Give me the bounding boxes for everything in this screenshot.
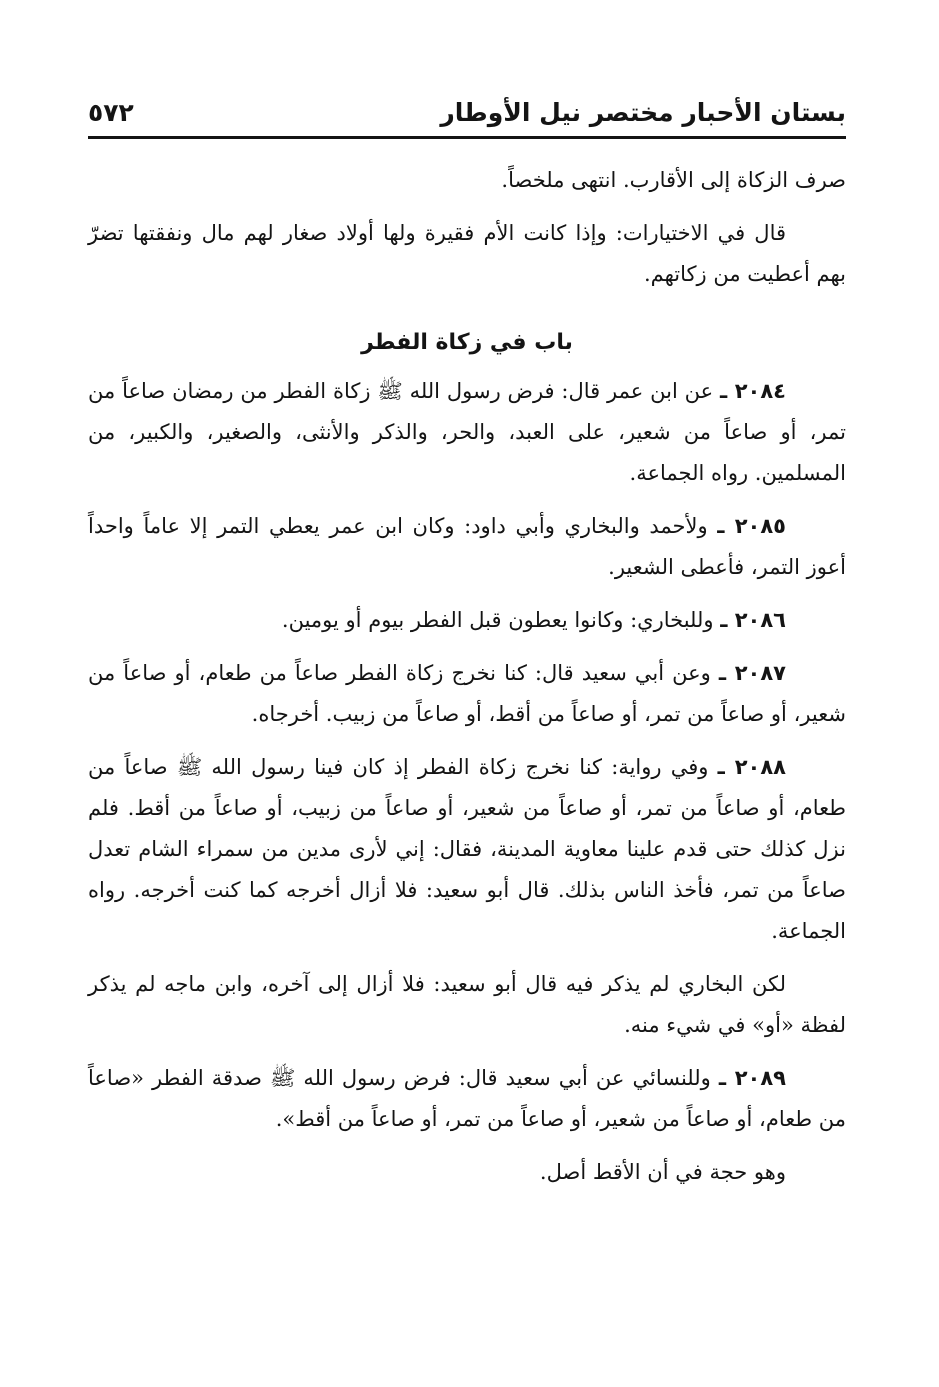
hadith-2086	[88, 600, 846, 641]
hadith-text: وفي رواية: كنا نخرج زكاة الفطر إذ كان فينا رسول الله ﷺ صاعاً من طعام، أو صاعاً من تمر، أو صاعاً من شعير، أو صاعاً من زبيب، أو صاعاً من أقط. فلم نزل كذلك حتى قدم علينا معاوية المدينة، فقال: إني لأرى مدين من سمراء الشام تعدل صاعاً من تمر، فأخذ الناس بذلك. قال أبو سعيد: فلا أزال أخرجه كما كنت أخرجه. رواه الجماعة.	[88, 755, 846, 943]
hadith-2087	[88, 653, 846, 735]
page-number: ٥٧٢	[88, 97, 134, 127]
section-heading: باب في زكاة الفطر	[361, 330, 573, 355]
hadith-number: ٢٠٨٤ ـ	[720, 379, 786, 403]
hadith-number: ٢٠٨٩ ـ	[718, 1066, 786, 1090]
page-header	[88, 88, 846, 136]
note-bukhari: لكن البخاري لم يذكر فيه قال أبو سعيد: فلا أزال إلى آخره، وابن ماجه لم يذكر لفظة «أو» في شيء منه.	[88, 972, 846, 1037]
hadith-number: ٢٠٨٨ ـ	[717, 755, 786, 779]
page-body	[88, 160, 846, 1205]
hadith-2089	[88, 1058, 846, 1140]
hadith-text: وعن أبي سعيد قال: كنا نخرج زكاة الفطر صاعاً من طعام، أو صاعاً من شعير، أو صاعاً من تمر، أو صاعاً من أقط، أو صاعاً من زبيب. أخرجاه.	[88, 661, 846, 726]
hadith-text: ولأحمد والبخاري وأبي داود: وكان ابن عمر يعطي التمر إلا عاماً واحداً أعوز التمر، فأعطى الشعير.	[88, 514, 846, 579]
closing-line: وهو حجة في أن الأقط أصل.	[539, 1160, 786, 1184]
header-rule	[88, 136, 846, 139]
hadith-2088	[88, 747, 846, 952]
book-page	[88, 0, 846, 1387]
hadith-text: وللبخاري: وكانوا يعطون قبل الفطر بيوم أو يومين.	[281, 608, 714, 632]
hadith-number: ٢٠٨٧ ـ	[718, 661, 786, 685]
hadith-number: ٢٠٨٦ ـ	[720, 608, 786, 632]
hadith-2084	[88, 371, 846, 494]
hadith-text: عن ابن عمر قال: فرض رسول الله ﷺ زكاة الفطر من رمضان صاعاً من تمر، أو صاعاً من شعير، على العبد، والحر، والذكر والأنثى، والصغير، والكبير، من المسلمين. رواه الجماعة.	[88, 379, 846, 485]
hadith-number: ٢٠٨٥ ـ	[717, 514, 786, 538]
hadith-text: وللنسائي عن أبي سعيد قال: فرض رسول الله ﷺ صدقة الفطر «صاعاً من طعام، أو صاعاً من شعير، أو صاعاً من تمر، أو صاعاً من أقط».	[88, 1066, 846, 1131]
hadith-2085	[88, 506, 846, 588]
running-title: بستان الأحبار مختصر نيل الأوطار	[440, 97, 846, 127]
paragraph-aqarib: صرف الزكاة إلى الأقارب. انتهى ملخصاً.	[501, 168, 846, 192]
paragraph-ikhtiyarat: قال في الاختيارات: وإذا كانت الأم فقيرة ولها أولاد صغار لهم مال ونفقتها تضرّ بهم أعطيت من زكاتهم.	[88, 221, 846, 286]
